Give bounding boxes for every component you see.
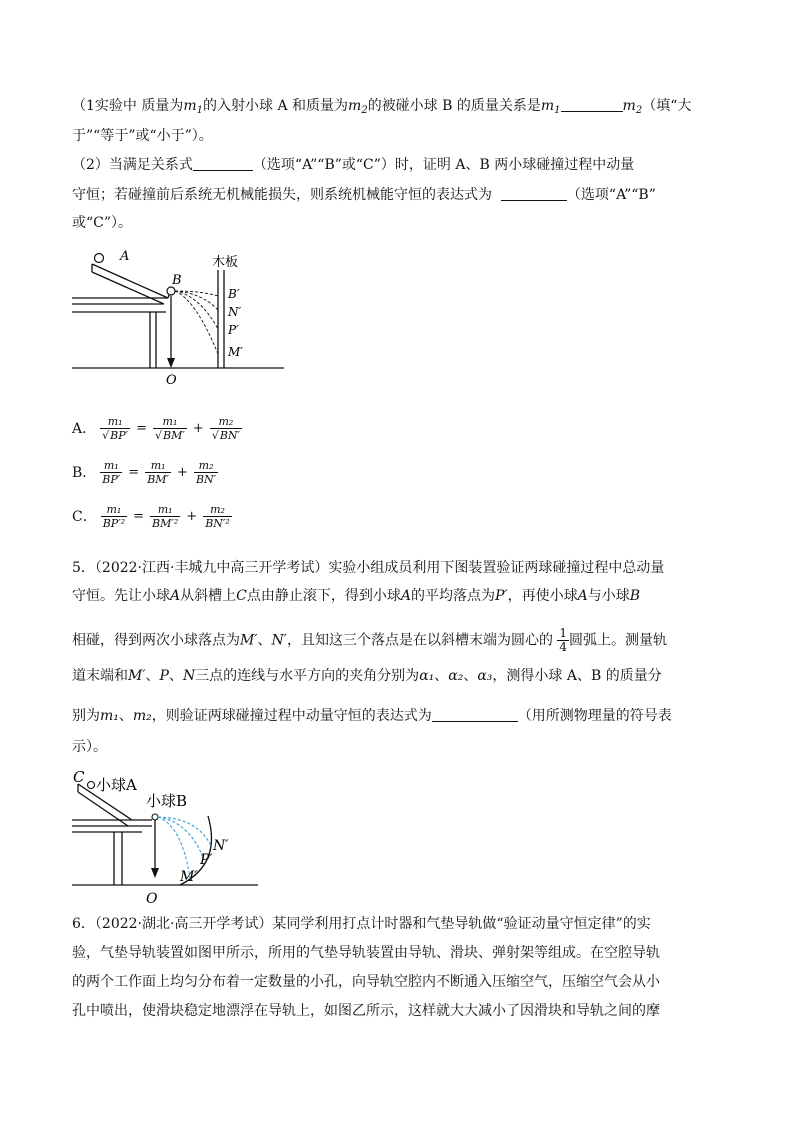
plus-sign: + xyxy=(192,420,204,436)
q5-apparatus-figure xyxy=(72,768,264,906)
label-p-prime: P′ xyxy=(200,852,213,868)
plus-sign: + xyxy=(186,508,198,524)
q6-line4: 孔中喷出，使滑块稳定地漂浮在导轨上，如图乙所示，这样就大大减小了因滑块和导轨之间的摩 xyxy=(72,1003,660,1019)
text: （2）当满足关系式 xyxy=(72,157,193,173)
label-p-prime: P′ xyxy=(228,323,239,337)
option-b[interactable] xyxy=(72,450,218,494)
label-a: A xyxy=(120,249,130,264)
label-n-prime: N′ xyxy=(213,838,229,854)
q6-line1: 6．（2022·湖北·高三开学考试）某同学利用打点计时器和气垫导轨做“验证动量守恒定律”的实 xyxy=(72,916,651,932)
fraction: $\frac{\text{m₂}}{√BN'}$ xyxy=(211,414,241,442)
option-letter: B． xyxy=(72,465,97,481)
answer-blank[interactable] xyxy=(432,707,518,722)
label-o: O xyxy=(146,891,158,906)
q5-line4: 道末端和M′、P、N三点的连线与水平方向的夹角分别为α₁、α₂、α₃，测得小球 A、B 的质量分 xyxy=(72,668,662,684)
m1-symbol: m xyxy=(540,98,555,114)
label-board: 木板 xyxy=(212,255,239,270)
q4-part2-line3: 或“C”）。 xyxy=(72,215,133,231)
ball-a xyxy=(95,254,104,263)
incline-bottom xyxy=(78,792,128,826)
m2-symbol: m xyxy=(348,98,362,114)
option-c[interactable] xyxy=(72,494,232,538)
ball-a xyxy=(88,782,95,789)
q5-line1: 5．（2022·江西·丰城九中高三开学考试）实验小组成员利用下图装置验证两球碰撞过程中总动量 xyxy=(72,560,665,576)
incline-top xyxy=(92,264,168,298)
trajectory-m xyxy=(175,291,218,354)
m2-subscript: 2 xyxy=(361,105,368,116)
label-ball-b: 小球B xyxy=(146,792,188,810)
fraction: $\frac{\text{m₁}}{√BM'}$ xyxy=(155,414,185,442)
trajectory-n xyxy=(158,817,211,846)
answer-blank[interactable] xyxy=(501,186,567,201)
drop-arrow-icon xyxy=(151,868,159,878)
q5-line6: 示）。 xyxy=(72,739,107,755)
label-m-prime: M′ xyxy=(228,345,244,359)
answer-blank[interactable] xyxy=(561,97,623,112)
ball-b xyxy=(152,814,158,820)
fraction: $\frac{\text{m₁}}{\text{BP′²}}$ xyxy=(102,502,126,530)
q5-line5: 别为m₁、m₂，则验证两球碰撞过程中动量守恒的表达式为 （用所测物理量的符号表 xyxy=(72,708,672,724)
label-b: B xyxy=(172,273,182,288)
equals-sign: = xyxy=(133,508,145,524)
plus-sign: + xyxy=(177,464,188,480)
trajectory-p xyxy=(158,817,204,860)
equals-sign: = xyxy=(128,464,140,480)
m1-subscript: 1 xyxy=(196,105,204,116)
fraction: $\frac{\text{m₂}}{BN'}$ xyxy=(195,458,217,486)
ball-b xyxy=(167,287,175,295)
fraction: $\frac{\text{m₁}}{\text{BM′²}}$ xyxy=(152,502,179,530)
text: （选项“A”“B” xyxy=(566,187,656,203)
text: （1实验中 质量为 xyxy=(72,98,184,114)
q5-line2: 守恒。先让小球A从斜槽上C点由静止滚下，得到小球A的平均落点为P′，再使小球A与小球B xyxy=(72,588,640,604)
fraction: $\frac{\text{m₂}}{\text{BN′²}}$ xyxy=(205,502,230,530)
q6-line3: 的两个工作面上均匀分布着一定数量的小孔，向导轨空腔内不断通入压缩空气，压缩空气会从小 xyxy=(72,974,660,990)
m1-symbol: m xyxy=(183,98,197,114)
m2-symbol: m xyxy=(622,98,636,114)
fraction: $\frac{\text{m₁}}{√BP'}$ xyxy=(102,414,129,442)
q4-part2-line2 xyxy=(72,185,732,205)
label-n-prime: N′ xyxy=(228,305,242,319)
option-letter: A． xyxy=(72,421,97,437)
answer-blank[interactable] xyxy=(193,156,253,171)
option-letter: C． xyxy=(72,509,97,525)
incline-bottom xyxy=(92,272,164,304)
q4-part2-line1 xyxy=(72,155,732,175)
fraction: $\frac{\text{m₁}}{BP'}$ xyxy=(102,458,121,486)
quarter-fraction: $\frac{1}{4}$ xyxy=(559,626,568,654)
label-b-prime: B′ xyxy=(228,287,240,301)
text: 守恒；若碰撞前后系统无机械能损失，则系统机械能守恒的表达式为 xyxy=(72,187,492,203)
label-m-prime: M′ xyxy=(180,869,198,885)
text: 的被碰小球 B 的质量关系是 xyxy=(367,98,541,114)
m2-subscript: 2 xyxy=(635,105,643,116)
q4-part1-line1 xyxy=(72,96,732,121)
trajectory-p xyxy=(175,291,218,329)
label-c: C xyxy=(73,768,85,786)
equals-sign: = xyxy=(136,420,148,436)
text: （填“大 xyxy=(642,98,692,114)
q5-line3: 相碰，得到两次小球落点为M′、N′，且知这三个落点是在以斜槽末端为圆心的 $\frac{1}{4}$ 圆弧上。测量轨 xyxy=(72,626,668,654)
text: （选项“A”“B”或“C”）时，证明 A、B 两小球碰撞过程中动量 xyxy=(252,157,635,173)
q6-line2: 验，气垫导轨装置如图甲所示，所用的气垫导轨装置由导轨、滑块、弹射架等组成。在空腔导轨 xyxy=(72,945,660,961)
label-ball-a: 小球A xyxy=(96,776,137,794)
option-a[interactable] xyxy=(72,406,242,450)
q4-apparatus-figure xyxy=(72,244,292,390)
fraction: $\frac{\text{m₁}}{BM'}$ xyxy=(147,458,170,486)
text: 的入射小球 A 和质量为 xyxy=(203,98,349,114)
q4-part1-line2: 于”“等于”或“小于”）。 xyxy=(72,128,213,144)
drop-arrow-icon xyxy=(167,358,175,368)
label-o: O xyxy=(166,373,177,388)
m1-subscript: 1 xyxy=(554,105,561,116)
